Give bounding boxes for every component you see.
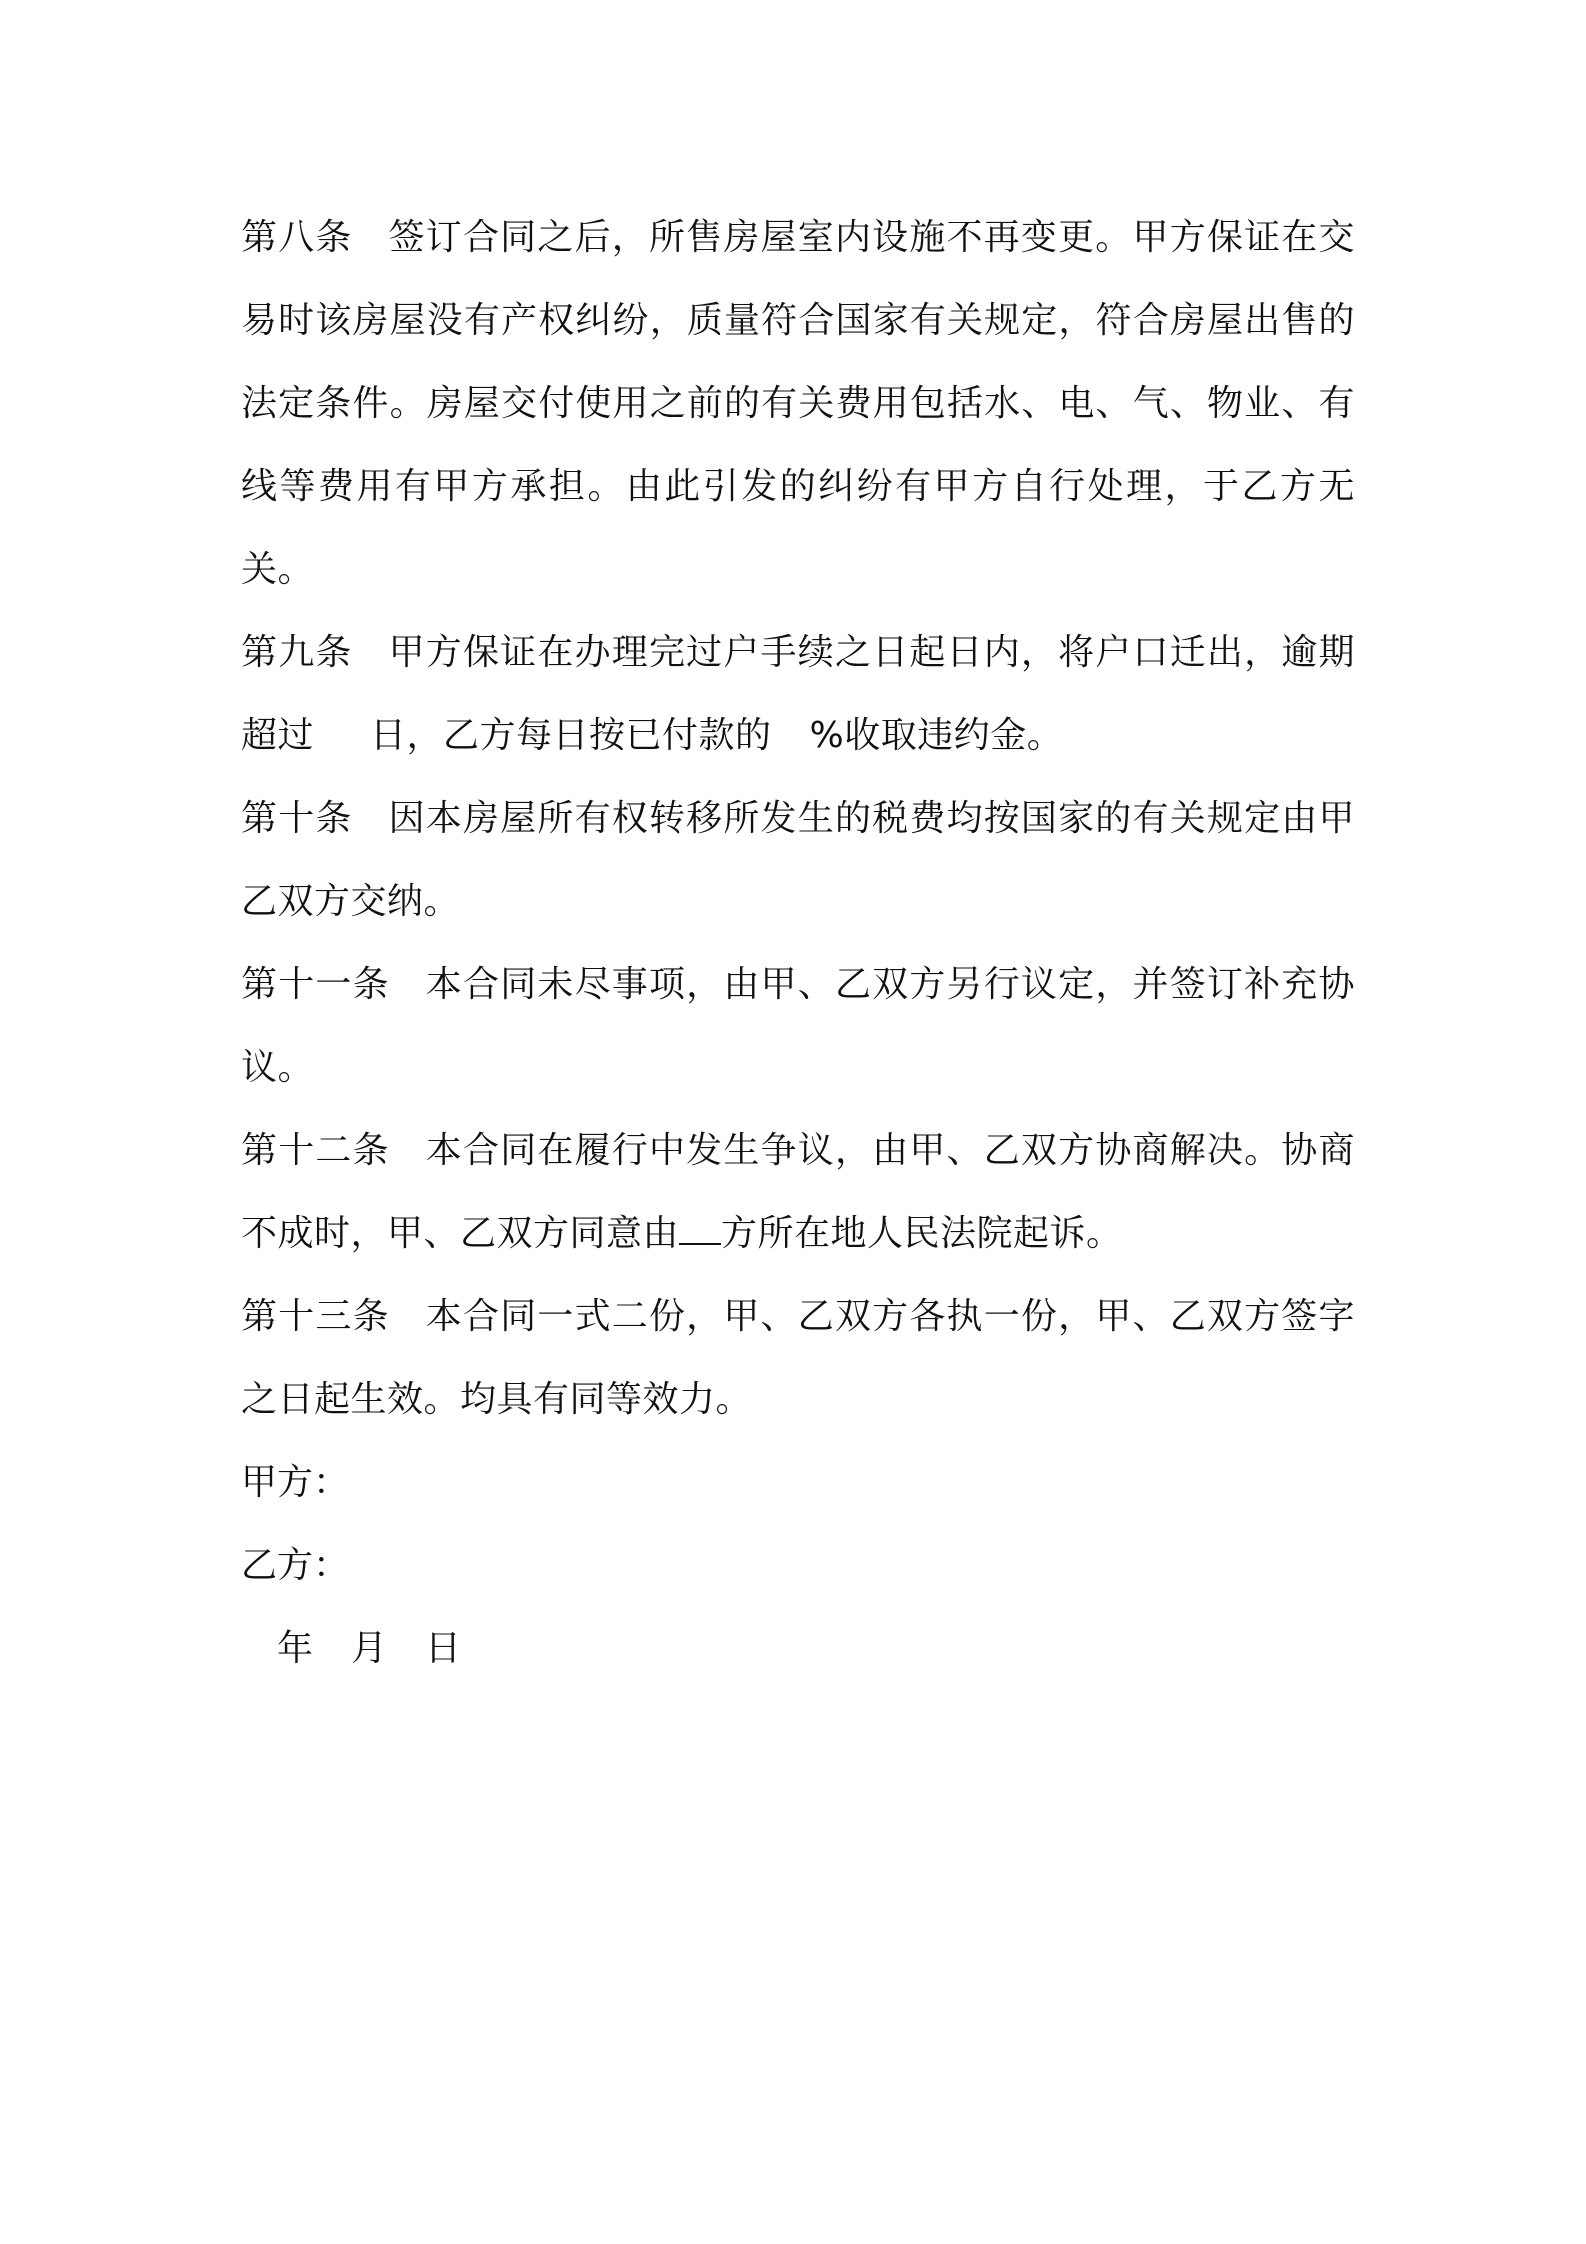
article-heading: 第八条 — [241, 217, 353, 258]
article-13 — [241, 1275, 1355, 1441]
article-12 — [241, 1109, 1355, 1275]
article-11 — [241, 943, 1355, 1109]
article-heading: 第十三条 — [241, 1296, 390, 1337]
article-text: 签订合同之后，所售房屋室内设施不再变更。甲方保证在交易时该房屋没有产权纠纷，质量符合国家有关规定，符合房屋出售的法定条件。房屋交付使用之前的有关费用包括水、电、气、物业、有线等费用有甲方承担。由此引发的纠纷有甲方自行处理，于乙方无关。 — [241, 217, 1355, 590]
blank-party-line — [679, 1213, 721, 1245]
party-b-signature: 乙方： — [241, 1545, 350, 1586]
article-10 — [241, 777, 1355, 943]
article-text: 因本房屋所有权转移所发生的税费均按国家的有关规定由甲乙双方交纳。 — [241, 798, 1355, 922]
date-year-label: 年 — [277, 1628, 314, 1669]
article-text: 本合同未尽事项，由甲、乙双方另行议定，并签订补充协议。 — [241, 964, 1355, 1088]
article-text: 本合同在履行中发生争议，由甲、乙双方协商解决。协商不成时，甲、乙双方同意由 — [241, 1130, 1355, 1254]
article-8 — [241, 196, 1355, 611]
article-text: 甲方保证在办理完过户手续之日起日内，将户口迁出，逾期超过 — [241, 632, 1355, 756]
signing-date — [241, 1607, 1355, 1690]
article-heading: 第十二条 — [241, 1130, 390, 1171]
article-text: 日，乙方每日按已付款的 — [370, 715, 772, 756]
contract-body — [241, 196, 1355, 1690]
article-text: 本合同一式二份，甲、乙双方各执一份，甲、乙双方签字之日起生效。均具有同等效力。 — [241, 1296, 1355, 1420]
article-text: 方所在地人民法院起诉。 — [721, 1213, 1123, 1254]
article-heading: 第十条 — [241, 798, 353, 839]
article-9 — [241, 611, 1355, 777]
article-text: %收取违约金。 — [809, 715, 1064, 756]
party-a-signature: 甲方： — [241, 1462, 350, 1503]
article-heading: 第十一条 — [241, 964, 390, 1005]
date-day-label: 日 — [425, 1628, 462, 1669]
article-heading: 第九条 — [241, 632, 353, 673]
date-month-label: 月 — [351, 1628, 388, 1669]
